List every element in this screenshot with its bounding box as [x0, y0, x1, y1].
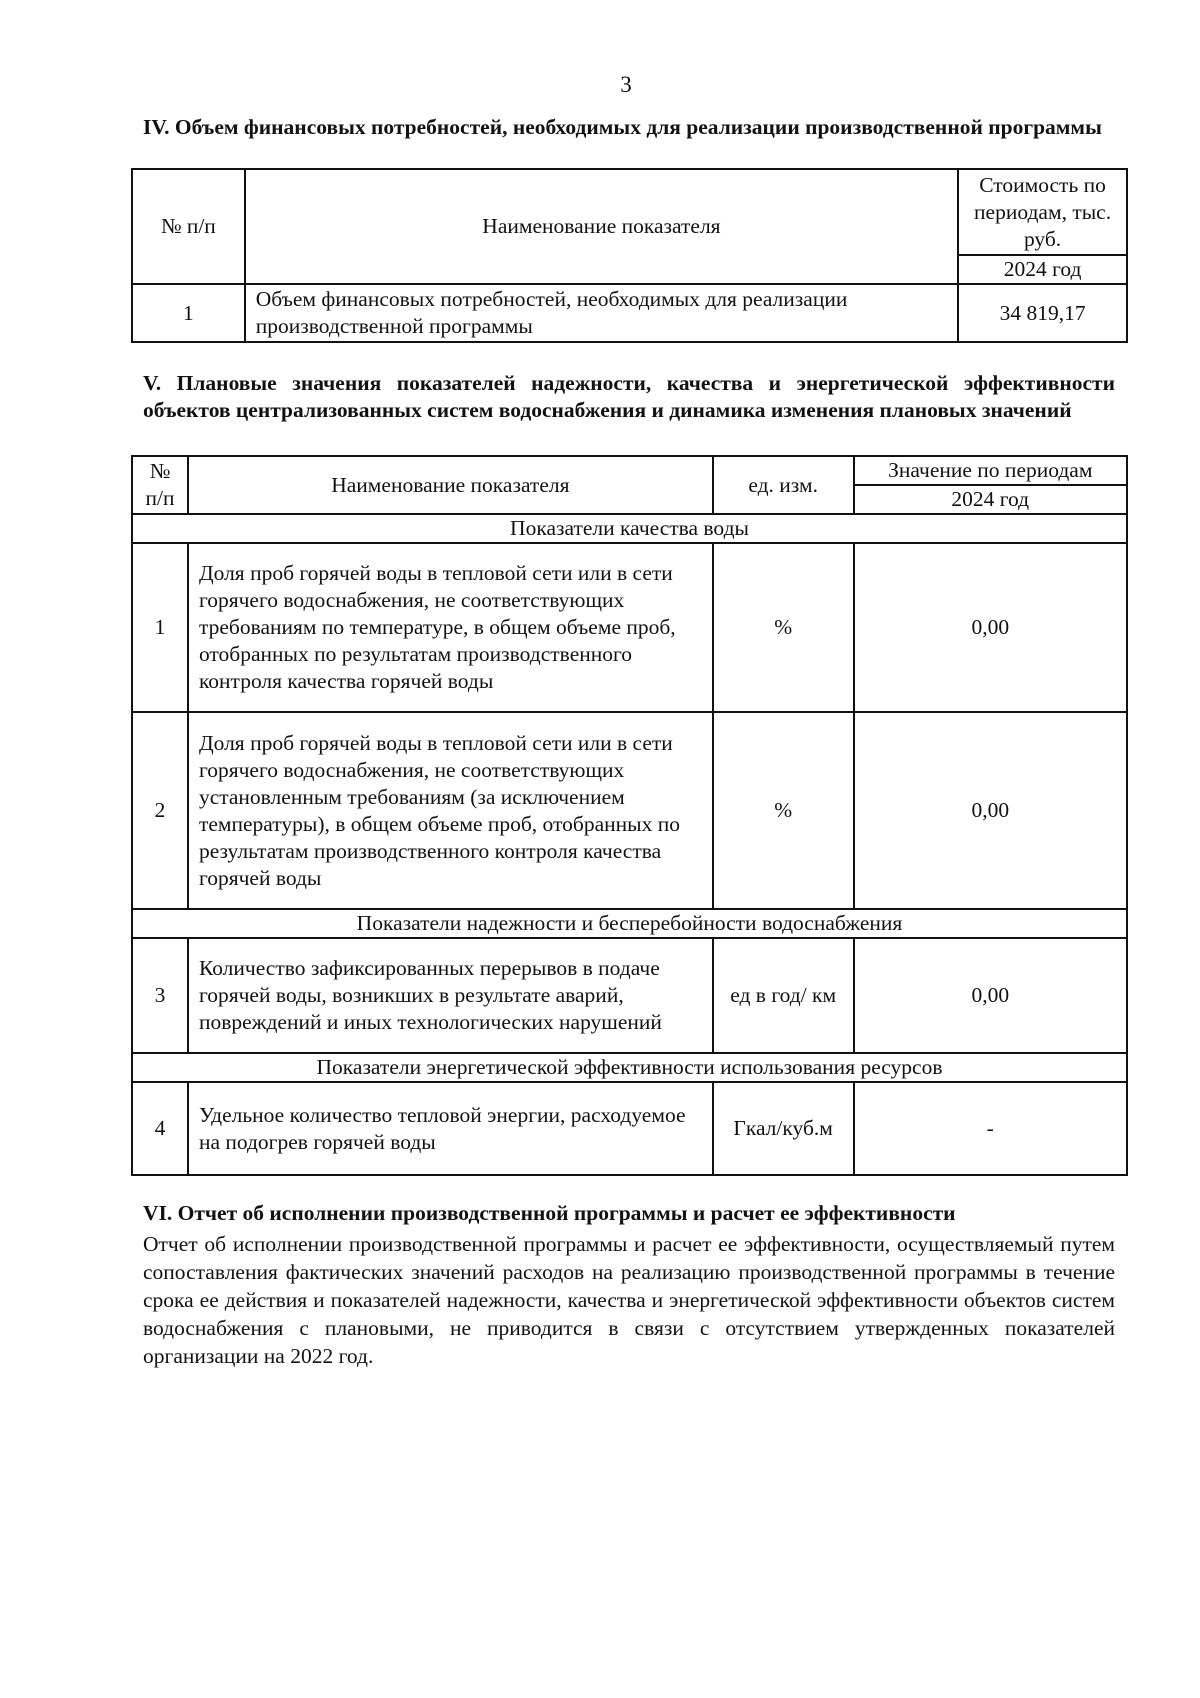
- row-value: 34 819,17: [958, 284, 1127, 342]
- table-row: [132, 543, 1127, 712]
- row-value: 0,00: [854, 712, 1127, 909]
- header-year: 2024 год: [854, 485, 1127, 514]
- row-value: 0,00: [854, 938, 1127, 1053]
- row-num: 3: [132, 938, 188, 1053]
- indicators-table: [131, 455, 1128, 1176]
- section-4-title: IV. Объем финансовых потребностей, необходимых для реализации производственной программы: [143, 115, 1102, 139]
- financial-needs-table: [131, 168, 1128, 343]
- row-value: -: [854, 1082, 1127, 1175]
- header-values: Значение по периодам: [854, 456, 1127, 485]
- header-num: № п/п: [132, 169, 245, 284]
- group-title: Показатели энергетической эффективности использования ресурсов: [132, 1053, 1127, 1082]
- section-5-title: V. Плановые значения показателей надежности, качества и энергетической эффективности объектов централизованных систем водоснабжения и динамика изменения плановых значений: [143, 371, 1115, 422]
- group-title: Показатели надежности и бесперебойности водоснабжения: [132, 909, 1127, 938]
- row-num: 1: [132, 543, 188, 712]
- row-unit: ед в год/ км: [713, 938, 854, 1053]
- header-name: Наименование показателя: [188, 456, 713, 514]
- header-unit: ед. изм.: [713, 456, 854, 514]
- table-row: [132, 712, 1127, 909]
- section-6-text: Отчет об исполнении производственной программы и расчет ее эффективности, осуществляемый путем сопоставления фактических значений расходов на реализацию производственной программы в течение срока ее действия и показателей надежности, качества и энергетической эффективности объектов систем водоснабжения с плановыми, не приводится в связи с отсутствием утвержденных показателей организации на 2022 год.: [143, 1232, 1115, 1368]
- row-num: 4: [132, 1082, 188, 1175]
- row-name: Доля проб горячей воды в тепловой сети или в сети горячего водоснабжения, не соответствующих требованиям по температуре, в общем объеме проб, отобранных по результатам производственного контроля качества горячей воды: [188, 543, 713, 712]
- page-number: 3: [620, 72, 632, 97]
- group-title: Показатели качества воды: [132, 514, 1127, 543]
- table-row: [132, 938, 1127, 1053]
- row-num: 2: [132, 712, 188, 909]
- table-row: [132, 1082, 1127, 1175]
- row-unit: %: [713, 543, 854, 712]
- table-row: [132, 284, 1127, 342]
- row-name: Объем финансовых потребностей, необходимых для реализации производственной программы: [245, 284, 958, 342]
- row-name: Доля проб горячей воды в тепловой сети или в сети горячего водоснабжения, не соответствующих установленным требованиям (за исключением температуры), в общем объеме проб, отобранных по результатам производственного контроля качества горячей воды: [188, 712, 713, 909]
- row-num: 1: [132, 284, 245, 342]
- row-value: 0,00: [854, 543, 1127, 712]
- row-name: Количество зафиксированных перерывов в подаче горячей воды, возникших в результате аварий, повреждений и иных технологических нарушений: [188, 938, 713, 1053]
- row-name: Удельное количество тепловой энергии, расходуемое на подогрев горячей воды: [188, 1082, 713, 1175]
- header-year: 2024 год: [958, 255, 1127, 284]
- section-6-title: VI. Отчет об исполнении производственной программы и расчет ее эффективности: [143, 1201, 956, 1225]
- header-num: № п/п: [132, 456, 188, 514]
- header-name: Наименование показателя: [245, 169, 958, 284]
- row-unit: Гкал/куб.м: [713, 1082, 854, 1175]
- header-cost: Стоимость по периодам, тыс. руб.: [958, 169, 1127, 255]
- row-unit: %: [713, 712, 854, 909]
